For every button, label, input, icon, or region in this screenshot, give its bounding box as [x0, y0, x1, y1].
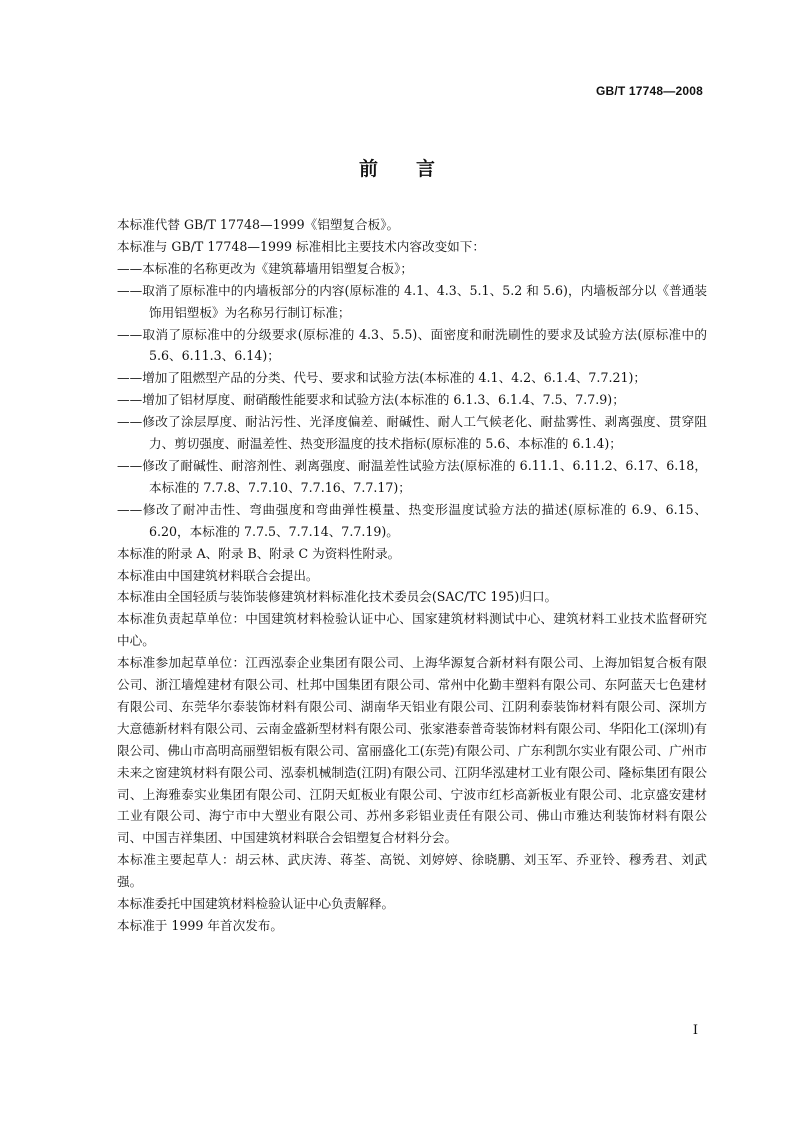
change-item: ——增加了阻燃型产品的分类、代号、要求和试验方法(本标准的 4.1、4.2、6.1.4、7.7.21)； [117, 370, 646, 386]
paragraph: 本标准的附录 A、附录 B、附录 C 为资料性附录。 [117, 545, 401, 561]
paragraph: 本标准由中国建筑材料联合会提出。 [117, 567, 319, 583]
paragraph: 本标准于 1999 年首次发布。 [117, 918, 283, 933]
paragraph: 本标准主要起草人：胡云林、武庆涛、蒋荃、高锐、刘婷婷、徐晓鹏、刘玉军、乔亚铃、穆秀君、刘武强。 [117, 852, 707, 890]
change-item: ——修改了涂层厚度、耐沾污性、光泽度偏差、耐碱性、耐人工气候老化、耐盐雾性、剥离强度、贯穿阻力、剪切强度、耐温差性、热变形温度的技术指标(原标准的 5.6、本标准的 6.1.4)； [117, 414, 707, 452]
standard-code: GB/T 17748—2008 [595, 84, 703, 98]
change-item: ——取消了原标准中的分级要求(原标准的 4.3、5.5)、面密度和耐洗刷性的要求及试验方法(原标准中的 5.6、6.11.3、6.14)； [117, 326, 707, 364]
change-item: ——修改了耐冲击性、弯曲强度和弯曲弹性模量、热变形温度试验方法的描述(原标准的 6.9、6.15、6.20，本标准的 7.7.5、7.7.14、7.7.19)。 [117, 501, 707, 539]
page-number: I [692, 1023, 698, 1038]
paragraph: 本标准委托中国建筑材料检验认证中心负责解释。 [117, 896, 395, 912]
change-list [117, 258, 707, 543]
change-item: ——修改了耐碱性、耐溶剂性、剥离强度、耐温差性试验方法(原标准的 6.11.1、6.11.2、6.17、6.18，本标准的 7.7.8、7.7.10、7.7.16、7.7.17)； [117, 457, 707, 495]
change-item: ——本标准的名称更改为《建筑幕墙用铝塑复合板》； [117, 260, 413, 276]
change-item: ——取消了原标准中的内墙板部分的内容(原标准的 4.1、4.3、5.1、5.2 和 5.6)，内墙板部分以《普通装饰用铝塑板》为名称另行制订标准； [117, 282, 707, 320]
paragraph: 本标准代替 GB/T 17748—1999《铝塑复合板》。 [117, 217, 400, 232]
paragraph: 本标准参加起草单位：江西泓泰企业集团有限公司、上海华源复合新材料有限公司、上海加铝复合板有限公司、浙江墙煌建材有限公司、杜邦中国集团有限公司、常州中化勤丰塑料有限公司、东阿蓝天七色建材有限公司、东莞华尔泰装饰材料有限公司、湖南华天铝业有限公司、江阴利泰装饰材料有限公司、深圳方大意德新材料有限公司、云南金盛新型材料有限公司、张家港泰普奇装饰材料有限公司、华阳化工(深圳)有限公司、佛山市高明高丽塑铝板有限公司、富丽盛化工(东莞)有限公司、广东利凯尔实业有限公司、广州市未来之窗建筑材料有限公司、泓泰机械制造(江阴)有限公司、江阴华泓建材工业有限公司、隆标集团有限公司、上海雅泰实业集团有限公司、江阴天虹板业有限公司、宁波市红杉高新板业有限公司、北京盛安建材工业有限公司、海宁市中大塑业有限公司、苏州多彩铝业责任有限公司、佛山市雅达利装饰材料有限公司、中国吉祥集团、中国建筑材料联合会铝塑复合材料分会。 [117, 655, 707, 846]
paragraph: 本标准由全国轻质与装饰装修建筑材料标准化技术委员会(SAC/TC 195)归口。 [117, 589, 558, 605]
change-item: ——增加了铝材厚度、耐硝酸性能要求和试验方法(本标准的 6.1.3、6.1.4、7.5、7.7.9)； [117, 392, 625, 408]
paragraph: 本标准与 GB/T 17748—1999 标准相比主要技术内容改变如下： [117, 238, 485, 254]
page-title: 前言 [358, 158, 473, 180]
paragraph: 本标准负责起草单位：中国建筑材料检验认证中心、国家建筑材料测试中心、建筑材料工业技术监督研究中心。 [117, 611, 707, 649]
preface-body [117, 214, 707, 937]
